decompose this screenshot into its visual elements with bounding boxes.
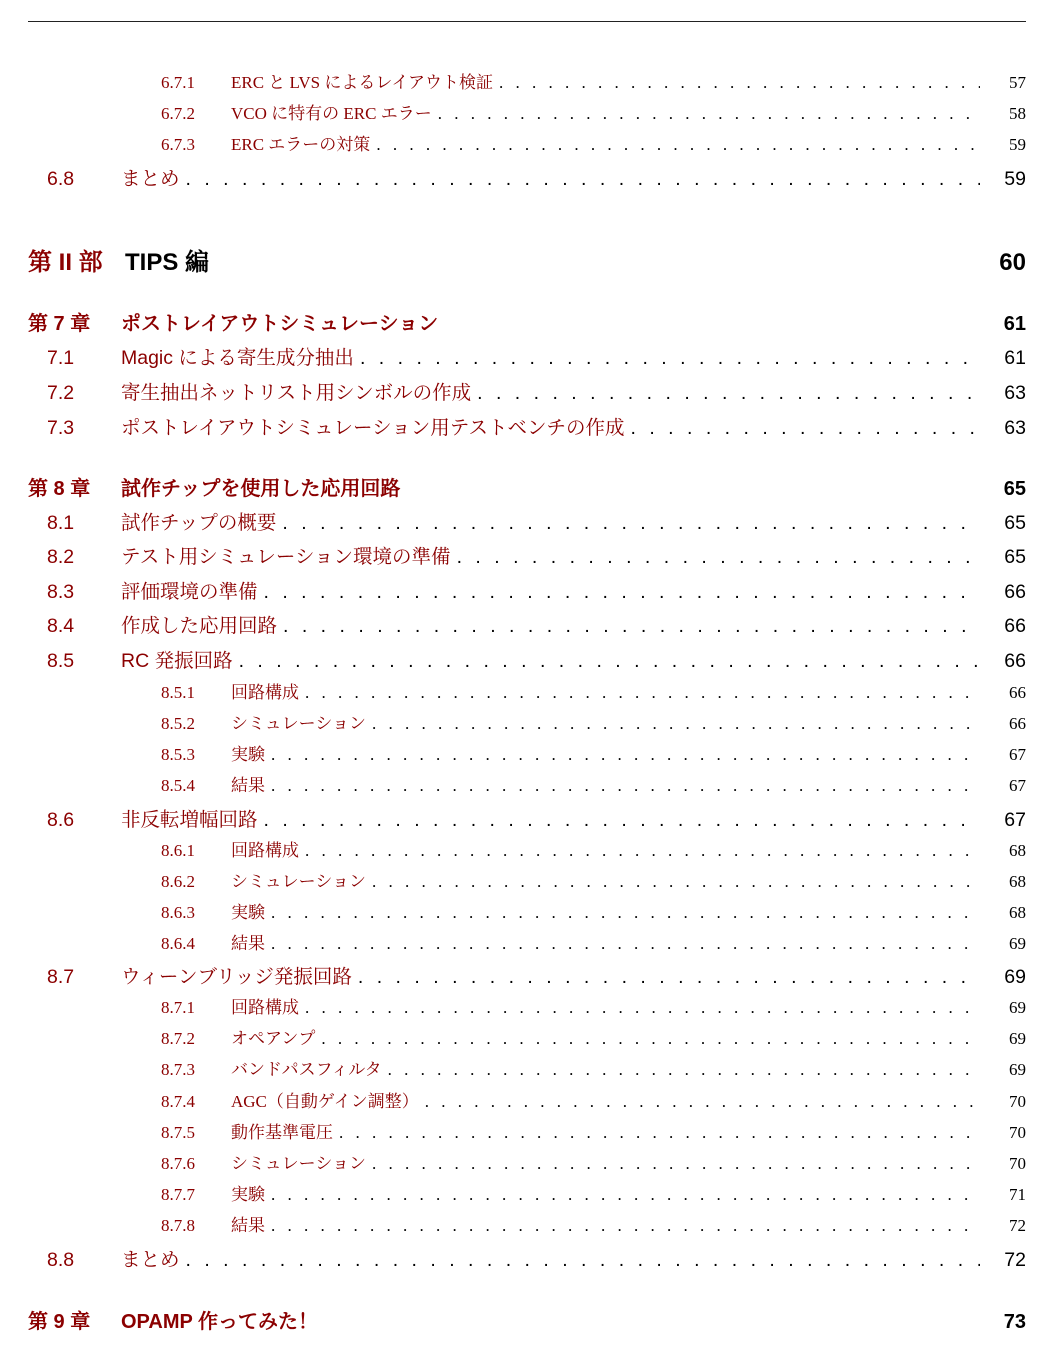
toc-entry-sub[interactable] [28,130,1026,155]
toc-number: 8.6.3 [161,903,195,922]
toc-entry-sub[interactable] [28,740,1026,765]
toc-dot-leader [271,903,980,923]
toc-page-number: 63 [1004,382,1026,404]
toc-dot-leader [372,1154,980,1174]
toc-page-number: 66 [1004,581,1026,603]
toc-dot-leader [631,417,981,440]
toc-entry-sub[interactable] [28,1055,1026,1080]
toc-title: VCO に特有の ERC エラー [231,104,432,123]
toc-dot-leader [457,546,980,569]
toc-page-number: 68 [1009,872,1026,891]
toc-number: 第 II 部 [28,249,103,276]
toc-number: 8.5.4 [161,776,195,795]
toc-title: 実験 [231,1185,265,1204]
header-rule [28,21,1026,22]
toc-entry-sec[interactable] [28,961,1026,989]
toc-page-number: 61 [1004,347,1026,369]
toc-page-number: 66 [1009,683,1026,702]
toc-entry-sub[interactable] [28,99,1026,124]
toc-dot-leader [339,1123,980,1143]
toc-dot-leader [264,809,980,832]
toc-dot-leader [283,615,980,638]
toc-entry-sec[interactable] [28,576,1026,604]
toc-dot-leader [372,872,980,892]
toc-entry-sub[interactable] [28,68,1026,93]
toc-page-number: 66 [1004,615,1026,637]
toc-page-number: 69 [1009,998,1026,1017]
toc-number: 8.7.3 [161,1060,195,1079]
toc-dot-leader [360,347,980,370]
toc-entry-sub[interactable] [28,1149,1026,1174]
toc-title: シミュレーション [231,714,366,733]
toc-number: 8.7.2 [161,1029,195,1048]
toc-dot-leader [376,135,980,155]
toc-entry-sec[interactable] [28,610,1026,638]
toc-entry-sub[interactable] [28,1211,1026,1236]
toc-page-number: 59 [1004,168,1026,190]
toc-page-number: 67 [1009,745,1026,764]
toc-entry-sec[interactable] [28,804,1026,832]
toc-number: 8.6 [47,809,75,831]
toc-number: 8.7 [47,966,75,988]
toc-entry-sub[interactable] [28,1118,1026,1143]
toc-entry-chap[interactable] [28,1305,1026,1334]
toc-title: ウィーンブリッジ発振回路 [121,966,352,988]
toc-number: 8.6.1 [161,841,195,860]
toc-entry-sec[interactable] [28,1244,1026,1272]
toc-number: 6.7.2 [161,104,195,123]
toc-title: ポストレイアウトシミュレーション用テストベンチの作成 [121,417,625,439]
toc-dot-leader [271,934,980,954]
toc-dot-leader [358,966,980,989]
toc-number: 8.1 [47,512,75,534]
toc-title: AGC（自動ゲイン調整） [231,1092,419,1111]
toc-entry-sub[interactable] [28,836,1026,861]
toc-dot-leader [388,1060,980,1080]
toc-page-number: 69 [1004,966,1026,988]
toc-number: 第 8 章 [28,478,91,500]
toc-title: TIPS 編 [125,249,210,276]
toc-number: 8.5.2 [161,714,195,733]
toc-dot-leader [271,1216,980,1236]
toc-number: 7.2 [47,382,75,404]
toc-dot-leader [282,512,980,535]
toc-dot-leader [477,382,980,405]
toc-page-number: 65 [1004,512,1026,534]
toc-title: 実験 [231,745,265,764]
toc-title: 作成した応用回路 [121,615,278,637]
toc-page-number: 65 [1003,478,1026,500]
toc-number: 8.6.4 [161,934,195,953]
toc-number: 8.7.5 [161,1123,195,1142]
toc-dot-leader [271,745,980,765]
toc-dot-leader [239,650,980,673]
toc-number: 8.7.8 [161,1216,195,1235]
toc-dot-leader [372,714,980,734]
toc-title: テスト用シミュレーション環境の準備 [121,546,451,568]
toc-number: 8.7.7 [161,1185,195,1204]
toc-number: 6.8 [47,168,75,190]
toc-page-number: 70 [1009,1092,1026,1111]
toc-number: 8.6.2 [161,872,195,891]
toc-title: 実験 [231,903,265,922]
toc-dot-leader [321,1029,980,1049]
toc-page-number: 65 [1004,546,1026,568]
toc-page-number: 69 [1009,1029,1026,1048]
toc-number: 第 9 章 [28,1311,91,1333]
toc-title: 試作チップを使用した応用回路 [121,478,401,500]
toc-dot-leader [264,581,980,604]
toc-page-number: 63 [1004,417,1026,439]
toc-number: 8.7.6 [161,1154,195,1173]
toc-dot-leader [305,841,980,861]
toc-entry-sub[interactable] [28,993,1026,1018]
toc-page-number: 67 [1004,809,1026,831]
toc-page-number: 61 [1003,313,1026,335]
toc-dot-leader [186,1249,980,1272]
toc-page-number: 69 [1009,1060,1026,1079]
toc-entry-sec[interactable] [28,377,1026,405]
toc-number: 6.7.3 [161,135,195,154]
toc-entry-sec[interactable] [28,507,1026,535]
toc-number: 7.1 [47,347,75,369]
toc-number: 8.5 [47,650,75,672]
toc-number: 8.3 [47,581,75,603]
toc-page-number: 68 [1009,841,1026,860]
toc-dot-leader [425,1092,980,1112]
toc-number: 8.5.1 [161,683,195,702]
toc-page-number: 67 [1009,776,1026,795]
toc-title: 回路構成 [231,683,299,702]
toc-entry-sec[interactable] [28,645,1026,673]
toc-title: シミュレーション [231,872,366,891]
toc-number: 6.7.1 [161,73,195,92]
toc-dot-leader [305,683,980,703]
toc-title: OPAMP 作ってみた！ [121,1311,319,1333]
toc-title: 回路構成 [231,998,299,1017]
toc-title: RC 発振回路 [121,650,233,672]
toc-title: 結果 [231,1216,265,1235]
toc-entry-chap[interactable] [28,472,1026,501]
toc-dot-leader [271,1185,980,1205]
toc-page-number: 59 [1009,135,1026,154]
toc-entry-sub[interactable] [28,771,1026,796]
toc-entry-sec[interactable] [28,412,1026,440]
toc-title: 評価環境の準備 [121,581,258,603]
toc-page-number: 68 [1009,903,1026,922]
toc-number: 8.2 [47,546,75,568]
toc-dot-leader [438,104,980,124]
toc-entry-sec[interactable] [28,163,1026,191]
toc-page-number: 60 [999,249,1026,276]
toc-entry-sec[interactable] [28,342,1026,370]
toc-entry-chap[interactable] [28,307,1026,336]
toc-number: 8.7.4 [161,1092,195,1111]
toc-entry-sub[interactable] [28,1024,1026,1049]
toc-entry-sub[interactable] [28,1087,1026,1112]
toc-dot-leader [305,998,980,1018]
toc-entry-sec[interactable] [28,541,1026,569]
toc-number: 8.5.3 [161,745,195,764]
toc-title: 試作チップの概要 [121,512,277,534]
toc-title: 結果 [231,934,265,953]
toc-entry-sub[interactable] [28,898,1026,923]
toc-entry-sub[interactable] [28,678,1026,703]
toc-page-number: 57 [1009,73,1026,92]
toc-number: 第 7 章 [28,313,91,335]
toc-dot-leader [499,73,980,93]
toc-entry-sub[interactable] [28,709,1026,734]
toc-dot-leader [186,168,980,191]
toc-title: 回路構成 [231,841,299,860]
toc-page-number: 66 [1009,714,1026,733]
toc-title: ポストレイアウトシミュレーション [121,313,439,335]
toc-entry-part[interactable] [28,242,1026,277]
toc-page-number: 71 [1009,1185,1026,1204]
toc-title: 寄生抽出ネットリスト用シンボルの作成 [121,382,472,404]
toc-entry-sub[interactable] [28,929,1026,954]
toc-title: ERC と LVS によるレイアウト検証 [231,73,494,92]
toc-page-number: 72 [1009,1216,1026,1235]
toc-number: 8.8 [47,1249,75,1271]
toc-title: 非反転増幅回路 [121,809,258,831]
toc-number: 8.7.1 [161,998,195,1017]
toc-title: バンドパスフィルタ [231,1060,382,1079]
toc-title: まとめ [121,168,180,190]
toc-page-number: 70 [1009,1154,1026,1173]
toc-title: オペアンプ [231,1029,316,1048]
toc-page-number: 58 [1009,104,1026,123]
toc-title: 結果 [231,776,265,795]
toc-title: まとめ [121,1249,180,1271]
toc-page-number: 66 [1004,650,1026,672]
toc-entry-sub[interactable] [28,867,1026,892]
toc-title: シミュレーション [231,1154,366,1173]
toc-page-number: 70 [1009,1123,1026,1142]
toc-page-number: 72 [1004,1249,1026,1271]
toc-number: 8.4 [47,615,75,637]
toc-number: 7.3 [47,417,75,439]
toc-dot-leader [271,776,980,796]
toc-title: Magic による寄生成分抽出 [121,347,354,369]
toc-title: ERC エラーの対策 [231,135,371,154]
toc-page-number: 73 [1003,1311,1026,1333]
toc-entry-sub[interactable] [28,1180,1026,1205]
toc-page-number: 69 [1009,934,1026,953]
toc-title: 動作基準電圧 [231,1123,333,1142]
